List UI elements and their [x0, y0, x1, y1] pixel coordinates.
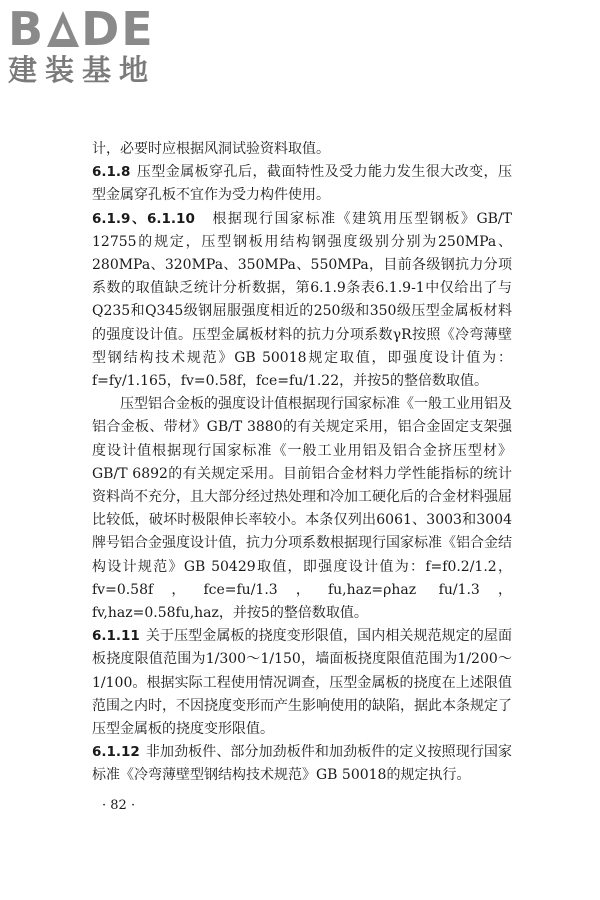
page-number: · 82 · — [102, 798, 136, 813]
section-6-1-8 — [92, 161, 512, 207]
section-number: 6.1.12 — [92, 744, 140, 761]
intro-line: 计，必要时应根据风洞试验资料取值。 — [92, 141, 330, 157]
section-text: 根据现行国家标准《建筑用压型钢板》GB/T 12755的规定，压型钢板用结构钢强度级别分别为250MPa、280MPa、320MPa、350MPa、550MPa，目前各级钢抗力分项系数的取值缺乏统计分析数据，第6.1.9条表6.1.9-1中仅给出了与Q235和Q345级钢屈服强度相近的250级和350级压型金属板材料的强度设计值。压型金属板材料的抗力分项系数γR按照《冷弯薄壁型钢结构技术规范》GB 50018规定取值，即强度设计值为：f=fy/1.165，fv=0.58f，fce=fu/1.22，并按5的整倍数取值。 — [92, 210, 512, 390]
bade-logo — [8, 4, 178, 90]
logo-brand-cn: 建装基地 — [8, 53, 157, 87]
section-text: 压型金属板穿孔后，截面特性及受力能力发生很大改变，压型金属穿孔板不宜作为受力构件使用。 — [92, 164, 512, 204]
section-text: 关于压型金属板的挠度变形限值，国内相关规范规定的屋面板挠度限值范围为1/300～1/150，墙面板挠度限值范围为1/200～1/100。根据实际工程使用情况调查，压型金属板的挠度在上述限值范围之内时，不因挠度变形而产生影响使用的缺陷，据此本条规定了压型金属板的挠度变形限值。 — [92, 628, 512, 738]
section-number: 6.1.8 — [92, 164, 131, 181]
section-text: 非加劲板件、部分加劲板件和加劲板件的定义按照现行国家标准《冷弯薄壁型钢结构技术规范》GB 50018的规定执行。 — [92, 744, 512, 784]
section-6-1-11 — [92, 625, 512, 741]
document-body — [92, 138, 512, 788]
section-number: 6.1.11 — [92, 628, 140, 645]
section-text: 压型铝合金板的强度设计值根据现行国家标准《一般工业用铝及铝合金板、带材》GB/T 3880的有关规定采用，铝合金固定支架强度设计值根据现行国家标准《一般工业用铝及铝合金挤压型材》GB/T 6892的有关规定采用。目前铝合金材料力学性能指标的统计资料尚不充分，且大部分经过热处理和冷加工硬化后的合金材料强屈比较低，破坏时极限伸长率较小。本条仅列出6061、3003和3004牌号铝合金强度设计值，抗力分项系数根据现行国家标准《铝合金结构设计规范》GB 50429取值，即强度设计值为：f=f0.2/1.2，fv=0.58f，fce=fu/1.3，fu,haz=ρhaz fu/1.3，fv,haz=0.58fu,haz，并按5的整倍数取值。 — [92, 396, 512, 622]
logo-brand-en: B DE — [8, 2, 155, 56]
logo-a-triangle-icon — [46, 9, 80, 49]
paragraph-aluminium — [92, 393, 512, 625]
section-number: 6.1.9、6.1.10 — [92, 210, 195, 227]
section-6-1-9-10 — [92, 208, 512, 394]
section-6-1-12 — [92, 741, 512, 787]
